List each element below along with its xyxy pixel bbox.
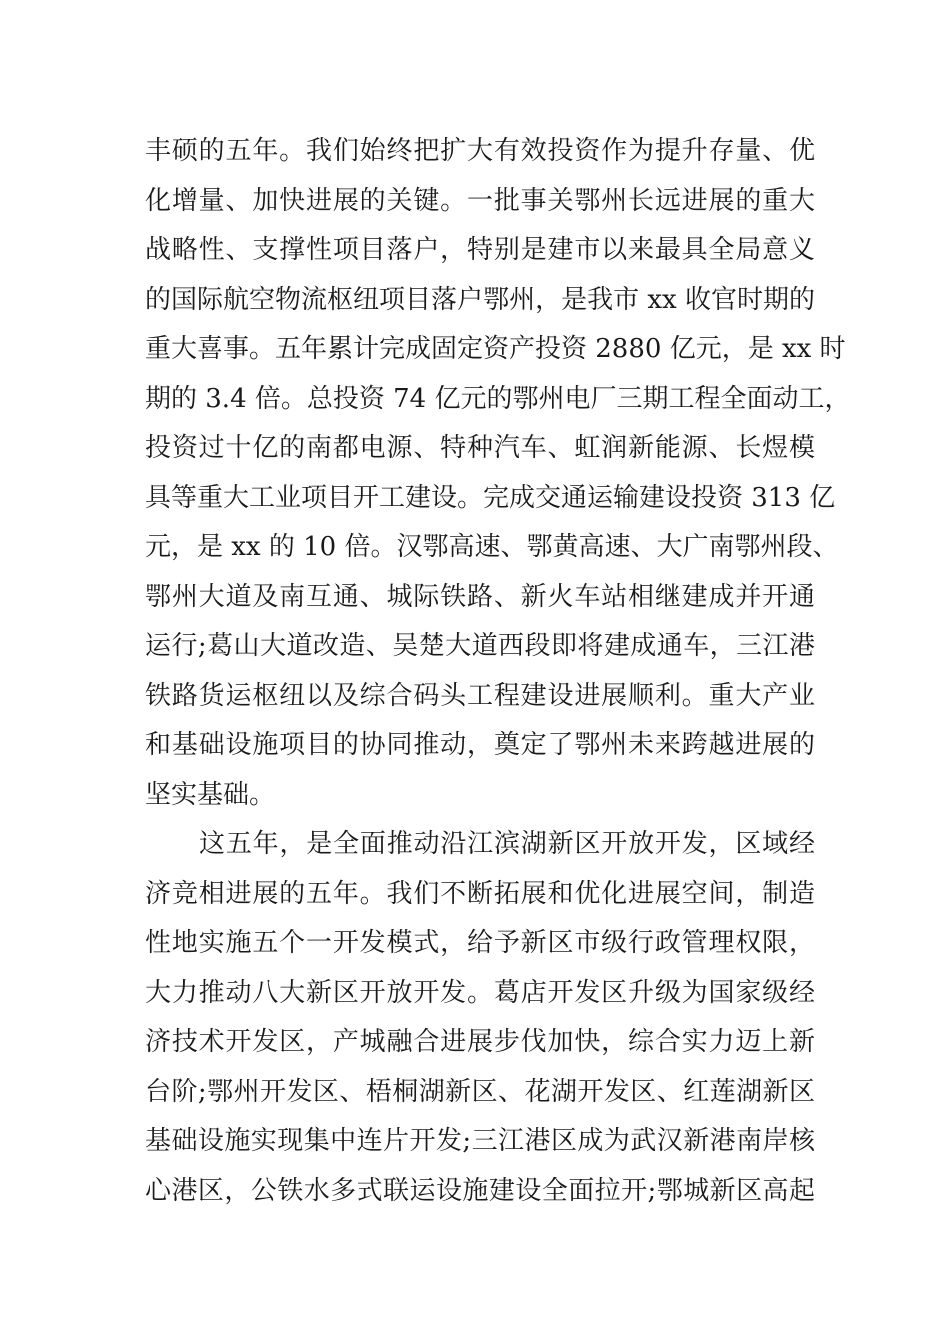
text-line: 具等重大工业项目开工建设。完成交通运输建设投资 313 亿 bbox=[145, 482, 836, 513]
body-text bbox=[145, 127, 851, 1216]
text-line: 台阶;鄂州开发区、梧桐湖新区、花湖开发区、红莲湖新区 bbox=[145, 1076, 815, 1107]
text-line: 鄂州大道及南互通、城际铁路、新火车站相继建成并开通 bbox=[145, 581, 815, 612]
text-line: 的国际航空物流枢纽项目落户鄂州，是我市 xx 收官时期的 bbox=[145, 284, 815, 315]
text-line: 性地实施五个一开发模式，给予新区市级行政管理权限， bbox=[145, 928, 815, 958]
text-line: 这五年，是全面推动沿江滨湖新区开放开发，区域经 bbox=[199, 829, 815, 859]
text-line: 基础设施实现集中连片开发;三江港区成为武汉新港南岸核 bbox=[145, 1126, 815, 1156]
text-line: 铁路货运枢纽以及综合码头工程建设进展顺利。重大产业 bbox=[145, 680, 815, 711]
text-line: 济竞相进展的五年。我们不断拓展和优化进展空间，制造 bbox=[145, 878, 815, 909]
text-line: 化增量、加快进展的关键。一批事关鄂州长远进展的重大 bbox=[145, 185, 815, 216]
text-line: 运行;葛山大道改造、吴楚大道西段即将建成通车，三江港 bbox=[145, 631, 815, 661]
text-line: 济技术开发区，产城融合进展步伐加快，综合实力迈上新 bbox=[145, 1027, 815, 1057]
text-line: 和基础设施项目的协同推动，奠定了鄂州未来跨越进展的 bbox=[145, 730, 815, 760]
text-line: 期的 3.4 倍。总投资 74 亿元的鄂州电厂三期工程全面动工， bbox=[145, 383, 851, 414]
paragraph-1 bbox=[145, 127, 851, 820]
paragraph-2 bbox=[145, 820, 815, 1216]
text-line: 大力推动八大新区开放开发。葛店开发区升级为国家级经 bbox=[145, 977, 815, 1008]
text-line: 丰硕的五年。我们始终把扩大有效投资作为提升存量、优 bbox=[145, 136, 815, 166]
text-line: 投资过十亿的南都电源、特种汽车、虹润新能源、长煜模 bbox=[145, 433, 815, 463]
text-line: 重大喜事。五年累计完成固定资产投资 2880 亿元，是 xx 时 bbox=[145, 334, 846, 364]
text-line: 坚实基础。 bbox=[145, 779, 276, 810]
text-line: 元，是 xx 的 10 倍。汉鄂高速、鄂黄高速、大广南鄂州段、 bbox=[145, 532, 839, 562]
text-line: 心港区，公铁水多式联运设施建设全面拉开;鄂城新区高起 bbox=[145, 1175, 815, 1206]
text-line: 战略性、支撑性项目落户，特别是建市以来最具全局意义 bbox=[145, 235, 815, 265]
